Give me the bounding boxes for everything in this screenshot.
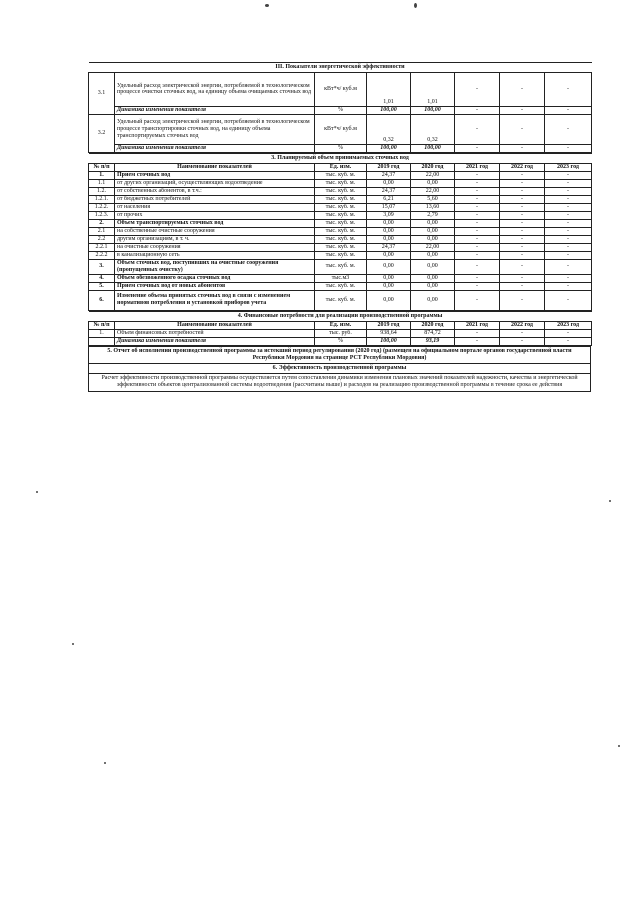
unit-cell: тыс. куб. м. [315, 179, 367, 187]
indicator-name: на очистные сооружения [115, 243, 315, 251]
volume-rows [89, 171, 592, 310]
table-row [89, 211, 592, 219]
value-2019: 24,37 [367, 171, 411, 179]
value-2021: - [455, 211, 500, 219]
table-row [89, 171, 592, 179]
value-2021: - [455, 219, 500, 227]
value-2022: - [500, 171, 545, 179]
unit-cell: тыс. куб. м. [315, 187, 367, 195]
indicator-name: Объем транспортируемых сточных вод [115, 219, 315, 227]
indicator-name: Объем сточных вод, поступивших на очистные сооружения (пропущенных очистку) [115, 259, 315, 274]
scan-speck [265, 4, 269, 7]
value-2021: - [455, 187, 500, 195]
value-2019: 100,00 [367, 106, 411, 114]
value-2023: - [545, 274, 592, 282]
indicator-name: от прочих [115, 211, 315, 219]
table-row [89, 227, 592, 235]
value-2019: 100,00 [367, 337, 411, 345]
value-2021: - [455, 171, 500, 179]
value-2020: 0,32 [411, 114, 455, 144]
row-number: 2.2.1 [89, 243, 115, 251]
header-2019: 2019 год [367, 321, 411, 329]
row-number [89, 337, 115, 345]
table-row [89, 187, 592, 195]
table-row [89, 235, 592, 243]
value-2019: 0,00 [367, 290, 411, 310]
row-number: 2. [89, 219, 115, 227]
section-title: III. Показатели энергетической эффективности [89, 63, 592, 73]
value-2020: 13,60 [411, 203, 455, 211]
table-row [89, 290, 592, 310]
table-row [89, 259, 592, 274]
value-2023: - [545, 219, 592, 227]
header-2020: 2020 год [411, 163, 455, 171]
indicator-name: другим организациям, в т. ч. [115, 235, 315, 243]
scan-speck [414, 3, 417, 8]
finance-table [88, 311, 592, 346]
row-number: 5. [89, 282, 115, 290]
value-2020: 0,00 [411, 274, 455, 282]
dynamics-label: Динамика изменения показателя [115, 144, 315, 152]
value-2023: - [545, 337, 592, 345]
table-row [89, 243, 592, 251]
value-2021: - [455, 203, 500, 211]
value-2022: - [500, 243, 545, 251]
value-2022: - [500, 337, 545, 345]
value-2020: 22,00 [411, 171, 455, 179]
value-2023: - [545, 171, 592, 179]
value-2022: - [500, 290, 545, 310]
value-2022: - [500, 274, 545, 282]
value-2020: 93,19 [411, 337, 455, 345]
report-note: 5. Отчет об исполнении производственной программы за истекший период регулирования (2020 год) (размещен на официальном портале органов государственной власти Республики Мордовия на странице РСТ Республики Мордовия) [88, 346, 591, 364]
value-2019: 1,01 [367, 72, 411, 106]
value-2023: - [545, 227, 592, 235]
value-2021: - [455, 235, 500, 243]
table-row [89, 179, 592, 187]
scan-speck [36, 491, 38, 493]
value-2021: - [455, 337, 500, 345]
value-2021: - [455, 195, 500, 203]
value-2020: 0,00 [411, 227, 455, 235]
value-2020: 0,00 [411, 282, 455, 290]
value-2023: - [545, 144, 592, 152]
unit-cell: тыс. куб. м. [315, 251, 367, 259]
dynamics-label: Динамика изменения показателя [115, 337, 315, 345]
unit-cell: тыс. куб. м. [315, 195, 367, 203]
value-2020: 0,00 [411, 219, 455, 227]
indicator-name: от собственных абонентов, в т.ч.: [115, 187, 315, 195]
value-2020: 1,01 [411, 72, 455, 106]
table-row [89, 251, 592, 259]
value-2019: 0,00 [367, 179, 411, 187]
value-2019: 0,00 [367, 251, 411, 259]
unit-cell: тыс.м3 [315, 274, 367, 282]
unit-cell: тыс. куб. м. [315, 171, 367, 179]
unit-cell: тыс. куб. м. [315, 227, 367, 235]
unit-cell: тыс. куб. м. [315, 235, 367, 243]
value-2021: - [455, 251, 500, 259]
value-2020: 0,00 [411, 290, 455, 310]
value-2020: 5,60 [411, 195, 455, 203]
value-2023: - [545, 243, 592, 251]
unit-cell: % [315, 106, 367, 114]
unit-cell: тыс. куб. м. [315, 290, 367, 310]
value-2019: 100,00 [367, 144, 411, 152]
row-number: 3. [89, 259, 115, 274]
row-number: 2.1 [89, 227, 115, 235]
wastewater-volume-table [88, 153, 592, 311]
value-2023: - [545, 251, 592, 259]
value-2021: - [455, 329, 500, 337]
value-2023: - [545, 235, 592, 243]
value-2019: 0,00 [367, 219, 411, 227]
header-unit: Ед. изм. [315, 321, 367, 329]
section-title: 4. Финансовые потребности для реализации производственной программы [89, 311, 592, 321]
row-number: 1. [89, 171, 115, 179]
value-2021: - [455, 227, 500, 235]
header-2021: 2021 год [455, 321, 500, 329]
indicator-name: от населения [115, 203, 315, 211]
header-2023: 2023 год [545, 321, 592, 329]
header-name: Наименование показателей [115, 163, 315, 171]
unit-cell: кВт*ч/ куб.м [315, 72, 367, 106]
header-2022: 2022 год [500, 321, 545, 329]
value-2019: 24,37 [367, 187, 411, 195]
efficiency-text: Расчет эффективности производственной программы осуществляется путем сопоставления динамики изменения плановых значений показателей надежности, качества и энергетической эффективности объектов централизованной системы водоотведения (рассчитаны выше) и расходов на реализацию производственной программы в течение срока ее действия [88, 374, 591, 391]
value-2019: 6,21 [367, 195, 411, 203]
row-number: 6. [89, 290, 115, 310]
value-2019: 0,00 [367, 227, 411, 235]
unit-cell: тыс. руб. [315, 329, 367, 337]
value-2023: - [545, 114, 592, 144]
value-2019: 0,32 [367, 114, 411, 144]
value-2022: - [500, 282, 545, 290]
value-2021: - [455, 72, 500, 106]
indicator-name: Удельный расход электрической энергии, потребляемой в технологическом процессе очистки сточных вод, на единицу объема очищаемых сточных вод [115, 72, 315, 106]
value-2020: 22,00 [411, 187, 455, 195]
unit-cell: тыс. куб. м. [315, 219, 367, 227]
value-2021: - [455, 259, 500, 274]
value-2023: - [545, 106, 592, 114]
unit-cell: тыс. куб. м. [315, 211, 367, 219]
indicator-name: от бюджетных потребителей [115, 195, 315, 203]
unit-cell: кВт*ч/ куб.м [315, 114, 367, 144]
value-2023: - [545, 203, 592, 211]
row-number: 1. [89, 329, 115, 337]
header-2019: 2019 год [367, 163, 411, 171]
value-2022: - [500, 227, 545, 235]
indicator-name: Удельный расход электрической энергии, потребляемой в технологическом процессе транспортировки сточных вод, на единицу объема транспортируемых сточных вод [115, 114, 315, 144]
header-2022: 2022 год [500, 163, 545, 171]
scan-speck [609, 500, 611, 502]
row-number: 2.2 [89, 235, 115, 243]
row-number: 1.2. [89, 187, 115, 195]
indicator-name: в канализационную сеть [115, 251, 315, 259]
value-2022: - [500, 179, 545, 187]
unit-cell: тыс. куб. м. [315, 203, 367, 211]
value-2020: 0,00 [411, 235, 455, 243]
value-2021: - [455, 274, 500, 282]
value-2022: - [500, 211, 545, 219]
table-row [89, 282, 592, 290]
row-number: 2.2.2 [89, 251, 115, 259]
value-2020: 100,00 [411, 106, 455, 114]
value-2021: - [455, 290, 500, 310]
indicator-name: от других организаций, осуществляющих водоотведение [115, 179, 315, 187]
value-2022: - [500, 72, 545, 106]
table-row [89, 219, 592, 227]
value-2019: 0,00 [367, 259, 411, 274]
header-2020: 2020 год [411, 321, 455, 329]
table-row [89, 274, 592, 282]
unit-cell: тыс. куб. м. [315, 259, 367, 274]
value-2020: 100,00 [411, 144, 455, 152]
scan-speck [72, 643, 74, 645]
value-2023: - [545, 329, 592, 337]
document-page [88, 62, 591, 392]
header-unit: Ед. изм. [315, 163, 367, 171]
value-2023: - [545, 259, 592, 274]
row-number: 1.2.3. [89, 211, 115, 219]
value-2022: - [500, 259, 545, 274]
indicator-name: Объем обезвоженного осадка сточных вод [115, 274, 315, 282]
table-row [89, 203, 592, 211]
dynamics-label: Динамика изменения показателя [115, 106, 315, 114]
header-num: № п/п [89, 163, 115, 171]
scan-speck [618, 745, 620, 747]
unit-cell: % [315, 337, 367, 345]
value-2020: 22,00 [411, 243, 455, 251]
unit-cell: тыс. куб. м. [315, 243, 367, 251]
value-2019: 3,09 [367, 211, 411, 219]
scan-speck [104, 762, 106, 764]
value-2022: - [500, 106, 545, 114]
value-2023: - [545, 195, 592, 203]
row-number: 1.2.2. [89, 203, 115, 211]
value-2020: 0,00 [411, 251, 455, 259]
value-2022: - [500, 251, 545, 259]
value-2022: - [500, 235, 545, 243]
value-2022: - [500, 114, 545, 144]
row-number: 3.2 [89, 114, 115, 152]
value-2023: - [545, 211, 592, 219]
value-2021: - [455, 106, 500, 114]
indicator-name: Объем финансовых потребностей [115, 329, 315, 337]
header-name: Наименование показателей [115, 321, 315, 329]
value-2023: - [545, 290, 592, 310]
indicator-name: Прием сточных вод от новых абонентов [115, 282, 315, 290]
value-2021: - [455, 179, 500, 187]
unit-cell: тыс. куб. м. [315, 282, 367, 290]
value-2022: - [500, 203, 545, 211]
value-2020: 0,00 [411, 259, 455, 274]
indicator-name: на собственные очистные сооружения [115, 227, 315, 235]
row-number: 4. [89, 274, 115, 282]
value-2020: 0,00 [411, 179, 455, 187]
value-2022: - [500, 144, 545, 152]
value-2020: 874,72 [411, 329, 455, 337]
header-2021: 2021 год [455, 163, 500, 171]
row-number: 3.1 [89, 72, 115, 114]
value-2022: - [500, 219, 545, 227]
energy-efficiency-table [88, 62, 592, 153]
value-2019: 938,64 [367, 329, 411, 337]
indicator-name: Прием сточных вод [115, 171, 315, 179]
value-2019: 0,00 [367, 274, 411, 282]
value-2022: - [500, 195, 545, 203]
indicator-name: Изменение объема принятых сточных вод в связи с изменением нормативов потребления и установкой приборов учета [115, 290, 315, 310]
value-2023: - [545, 72, 592, 106]
value-2019: 0,00 [367, 235, 411, 243]
value-2021: - [455, 243, 500, 251]
unit-cell: % [315, 144, 367, 152]
efficiency-title: 6. Эффективность производственной программы [88, 364, 591, 374]
value-2021: - [455, 144, 500, 152]
value-2023: - [545, 282, 592, 290]
value-2019: 24,37 [367, 243, 411, 251]
row-number: 1.2.1. [89, 195, 115, 203]
header-num: № п/п [89, 321, 115, 329]
header-2023: 2023 год [545, 163, 592, 171]
value-2021: - [455, 282, 500, 290]
row-number: 1.1 [89, 179, 115, 187]
value-2021: - [455, 114, 500, 144]
section-title: 3. Планируемый объем принимаемых сточных вод [89, 153, 592, 163]
value-2022: - [500, 329, 545, 337]
value-2019: 0,00 [367, 282, 411, 290]
value-2023: - [545, 187, 592, 195]
value-2023: - [545, 179, 592, 187]
value-2020: 2,79 [411, 211, 455, 219]
value-2022: - [500, 187, 545, 195]
table-row [89, 195, 592, 203]
value-2019: 15,07 [367, 203, 411, 211]
